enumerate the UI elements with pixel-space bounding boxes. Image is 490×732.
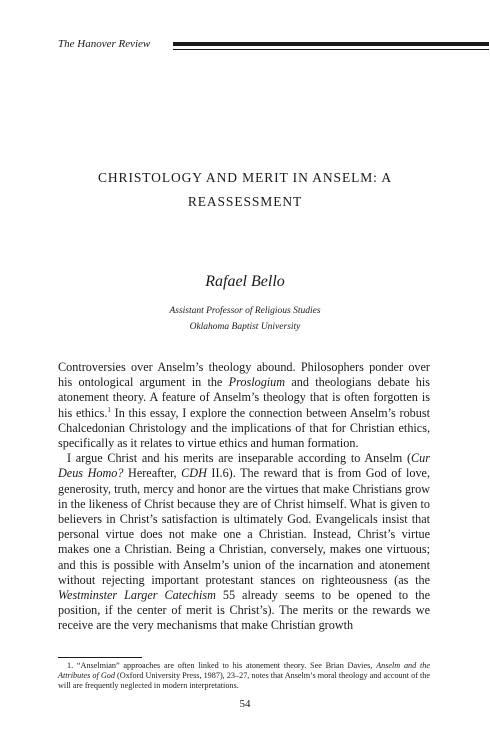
paragraph-2 xyxy=(58,451,430,633)
paragraph-1 xyxy=(58,360,430,451)
p2-text-c: Hereafter, xyxy=(123,466,182,481)
p2-italic-cur-deus-homo: Cur Deus Homo? xyxy=(58,451,430,481)
journal-title: The Hanover Review xyxy=(58,38,151,50)
running-header xyxy=(58,37,488,57)
article-title: CHRISTOLOGY AND MERIT IN ANSELM: A REASSESSMENT xyxy=(98,170,392,209)
page-number: 54 xyxy=(239,698,251,710)
footnote-rule xyxy=(58,657,142,658)
p1-text-d: In this essay, I explore the connection between Anselm’s robust Chalcedonian Christology and the implications of that for Christian ethics, specifically as it relates to virtue ethics and human formation. xyxy=(58,405,430,451)
p1-italic-proslogium: Proslogium xyxy=(228,375,286,390)
header-rule-thin xyxy=(173,49,489,50)
footnote-italic-title: Anselm and the Attributes of God xyxy=(58,661,430,680)
author-name: Rafael Bello xyxy=(205,273,285,290)
footnote-reference[interactable]: 1 xyxy=(107,405,111,414)
p1-text-a: Controversies over Anselm’s theology abound. Philosophers ponder over his ontological argument in the xyxy=(58,360,430,390)
p1-text-c: and theologians debate his atonement theory. A feature of Anselm’s theology that is often forgotten is his ethics. xyxy=(58,375,431,420)
author-role: Assistant Professor of Religious Studies xyxy=(169,306,321,316)
header-rule-thick xyxy=(173,42,489,46)
article-body xyxy=(58,360,430,634)
footnote-number: 1. xyxy=(67,661,74,670)
footnote-text-c: (Oxford University Press, 1987), 23–27, notes that Anselm’s moral theology and account of the will are frequently neglected in modern interpretations. xyxy=(58,671,431,690)
p2-text-a: I argue Christ and his merits are inseparable according to Anselm ( xyxy=(67,451,412,466)
p2-italic-catechism: Westminster Larger Catechism xyxy=(58,588,216,603)
p2-text-g: 55 already seems to be opened to the position, if the center of merit is Christ’s). The merits or the rewards we receive are the very mechanisms that make Christian growth xyxy=(58,588,430,633)
footnote-1 xyxy=(58,661,430,691)
p2-italic-cdh: CDH xyxy=(181,466,207,481)
footnote-text-a: “Anselmian” approaches are often linked to his atonement theory. See Brian Davies, xyxy=(73,661,377,670)
p2-text-e: II.6). The reward that is from God of love, generosity, truth, mercy and honor are the virtues that make Christians grow in the likeness of Christ because they are of Christ himself. What is given to believers in Christ’s satisfaction is ultimately God. Evangelicals insist that personal virtue does not make one a Christian. Instead, Christ’s virtue makes one a Christian. Being a Christian, conversely, makes one virtuous; and this is possible with Anselm’s union of the incarnation and atonement without rejecting important protestant stances on righteousness (as the xyxy=(58,466,430,587)
author-institution: Oklahoma Baptist University xyxy=(189,322,301,332)
